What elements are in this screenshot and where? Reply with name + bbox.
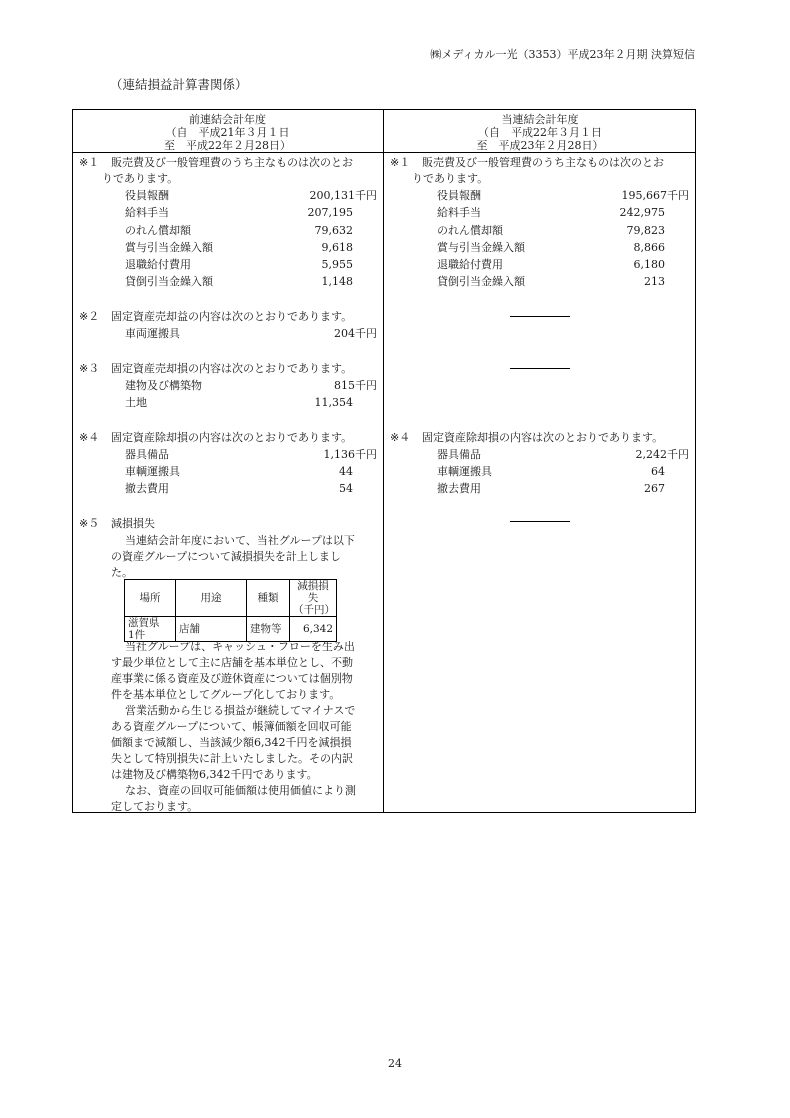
page-number: 24 xyxy=(388,1057,402,1070)
prev-note1-value: 200,131千円 xyxy=(309,189,377,202)
prev-note5-para: す最少単位として主に店舗を基本単位とし、不動 xyxy=(111,656,353,669)
imp-cell-use: 店舗 xyxy=(176,617,247,642)
prev-note5-para: 定しております。 xyxy=(111,800,199,813)
prev-note1-value: 1,148 xyxy=(321,275,353,288)
prev-note1-label: のれん償却額 xyxy=(125,224,191,237)
prev-note1-label: 貸倒引当金繰入額 xyxy=(125,275,213,288)
imp-cell-place-line2: 1件 xyxy=(128,629,146,641)
prev-note1-text: 販売費及び一般管理費のうち主なものは次のとお xyxy=(111,156,353,169)
impairment-table xyxy=(124,579,337,642)
prev-note5-para: 営業活動から生じる損益が継続してマイナスで xyxy=(125,704,356,717)
curr-note1-value: 195,667千円 xyxy=(621,189,689,202)
curr-note1-mark: ※１ xyxy=(390,156,411,169)
curr-note1-label: 給料手当 xyxy=(437,206,481,219)
curr-note4-label: 車輌運搬具 xyxy=(437,465,492,478)
column-divider xyxy=(383,109,384,813)
prev-note3-label: 建物及び構築物 xyxy=(125,379,202,392)
curr-note5-empty-dash xyxy=(510,521,570,522)
imp-cell-place xyxy=(125,617,176,642)
curr-note1-label: 役員報酬 xyxy=(437,189,481,202)
curr-note1-label: 賞与引当金繰入額 xyxy=(437,241,525,254)
prev-note1-value: 9,618 xyxy=(321,241,353,254)
prev-note5-para: の資産グループについて減損損失を計上しまし xyxy=(111,550,341,563)
curr-note1-value: 6,180 xyxy=(633,258,665,271)
curr-note4-mark: ※４ xyxy=(390,431,411,444)
prev-note3-text: 固定資産売却損の内容は次のとおりであります。 xyxy=(111,362,353,375)
prev-period-from: （自 平成21年３月１日 xyxy=(165,126,290,139)
imp-header-loss xyxy=(290,580,337,617)
curr-note4-value: 64 xyxy=(651,465,665,478)
prev-note1-mark: ※１ xyxy=(79,156,100,169)
prev-note4-value: 54 xyxy=(339,482,353,495)
prev-note2-label: 車両運搬具 xyxy=(125,327,180,340)
curr-note1-value: 213 xyxy=(644,275,665,288)
imp-header-use: 用途 xyxy=(176,580,247,617)
prev-note4-mark: ※４ xyxy=(79,431,100,444)
curr-note1-value: 242,975 xyxy=(619,206,665,219)
prev-note4-value: 1,136千円 xyxy=(323,448,377,461)
curr-note1-label: のれん償却額 xyxy=(437,224,503,237)
curr-period-title: 当連結会計年度 xyxy=(501,113,579,126)
prev-note5-mark: ※５ xyxy=(79,517,100,530)
prev-note1-label: 賞与引当金繰入額 xyxy=(125,241,213,254)
prev-note5-para: 産事業に係る資産及び遊休資産については個別物 xyxy=(111,672,353,685)
prev-note5-para: なお、資産の回収可能価額は使用価値により測 xyxy=(125,784,356,797)
prev-note5-para: 失として特別損失に計上いたしました。その内訳 xyxy=(111,752,353,765)
prev-period-header xyxy=(72,113,383,152)
prev-note2-text: 固定資産売却益の内容は次のとおりであります。 xyxy=(111,310,353,323)
imp-header-loss-line2: （千円） xyxy=(293,604,335,616)
prev-note2-value: 204千円 xyxy=(334,327,377,340)
curr-note4-text: 固定資産除却損の内容は次のとおりであります。 xyxy=(422,431,664,444)
imp-cell-kind: 建物等 xyxy=(247,617,290,642)
imp-header-loss-line1: 減損損失 xyxy=(297,580,329,604)
prev-note5-para: 当社グループは、キャッシュ・フローを生み出 xyxy=(125,640,355,653)
prev-note5-para: は建物及び構築物6,342千円であります。 xyxy=(111,768,318,781)
prev-note4-label: 車輌運搬具 xyxy=(125,465,180,478)
curr-note4-value: 267 xyxy=(644,482,665,495)
section-title: （連結損益計算書関係） xyxy=(110,77,248,92)
imp-header-place: 場所 xyxy=(125,580,176,617)
prev-note5-para: た。 xyxy=(111,566,133,579)
prev-note3-label: 土地 xyxy=(125,396,147,409)
imp-header-kind: 種類 xyxy=(247,580,290,617)
curr-note1-value: 8,866 xyxy=(633,241,665,254)
prev-note2-mark: ※２ xyxy=(79,310,100,323)
prev-note4-label: 器具備品 xyxy=(125,448,169,461)
prev-note5-para: 価額まで減額し、当該減少額6,342千円を減損損 xyxy=(111,736,352,749)
prev-period-title: 前連結会計年度 xyxy=(189,113,266,126)
curr-note4-label: 撤去費用 xyxy=(437,482,481,495)
imp-cell-place-line1: 滋賀県 xyxy=(128,617,160,629)
prev-note1-value: 79,632 xyxy=(314,224,353,237)
curr-note3-empty-dash xyxy=(510,368,570,369)
prev-note1-value: 5,955 xyxy=(321,258,353,271)
prev-note3-value: 11,354 xyxy=(314,396,353,409)
prev-note5-para: 件を基本単位としてグループ化しております。 xyxy=(111,688,341,701)
curr-period-from: （自 平成22年３月１日 xyxy=(478,126,602,139)
curr-note2-empty-dash xyxy=(510,316,570,317)
prev-period-to: 至 平成22年２月28日） xyxy=(164,139,291,152)
prev-note5-para: ある資産グループについて、帳簿価額を回収可能 xyxy=(111,720,352,733)
prev-note5-para: 当連結会計年度において、当社グループは以下 xyxy=(125,534,355,547)
prev-note3-value: 815千円 xyxy=(334,379,377,392)
prev-note4-label: 撤去費用 xyxy=(125,482,169,495)
curr-period-to: 至 平成23年２月28日） xyxy=(476,139,604,152)
imp-cell-loss: 6,342 xyxy=(290,617,337,642)
curr-note4-label: 器具備品 xyxy=(437,448,481,461)
prev-note1-label: 退職給付費用 xyxy=(125,258,191,271)
curr-note1-value: 79,823 xyxy=(626,224,665,237)
prev-note4-text: 固定資産除却損の内容は次のとおりであります。 xyxy=(111,431,353,444)
curr-note1-text: 販売費及び一般管理費のうち主なものは次のとお xyxy=(422,156,664,169)
prev-note1-label: 役員報酬 xyxy=(125,189,169,202)
prev-note5-text: 減損損失 xyxy=(111,517,155,530)
curr-note1-label: 貸倒引当金繰入額 xyxy=(437,275,525,288)
header-divider xyxy=(72,152,696,153)
prev-note1-text-cont: りであります。 xyxy=(102,172,179,185)
prev-note4-value: 44 xyxy=(339,465,353,478)
prev-note3-mark: ※３ xyxy=(79,362,100,375)
prev-note1-value: 207,195 xyxy=(307,206,353,219)
curr-note1-label: 退職給付費用 xyxy=(437,258,503,271)
curr-period-header xyxy=(384,113,696,152)
curr-note1-text-cont: りであります。 xyxy=(412,172,489,185)
prev-note1-label: 給料手当 xyxy=(125,206,169,219)
curr-note4-value: 2,242千円 xyxy=(635,448,689,461)
company-header: ㈱メディカル一光（3353）平成23年２月期 決算短信 xyxy=(430,48,695,61)
